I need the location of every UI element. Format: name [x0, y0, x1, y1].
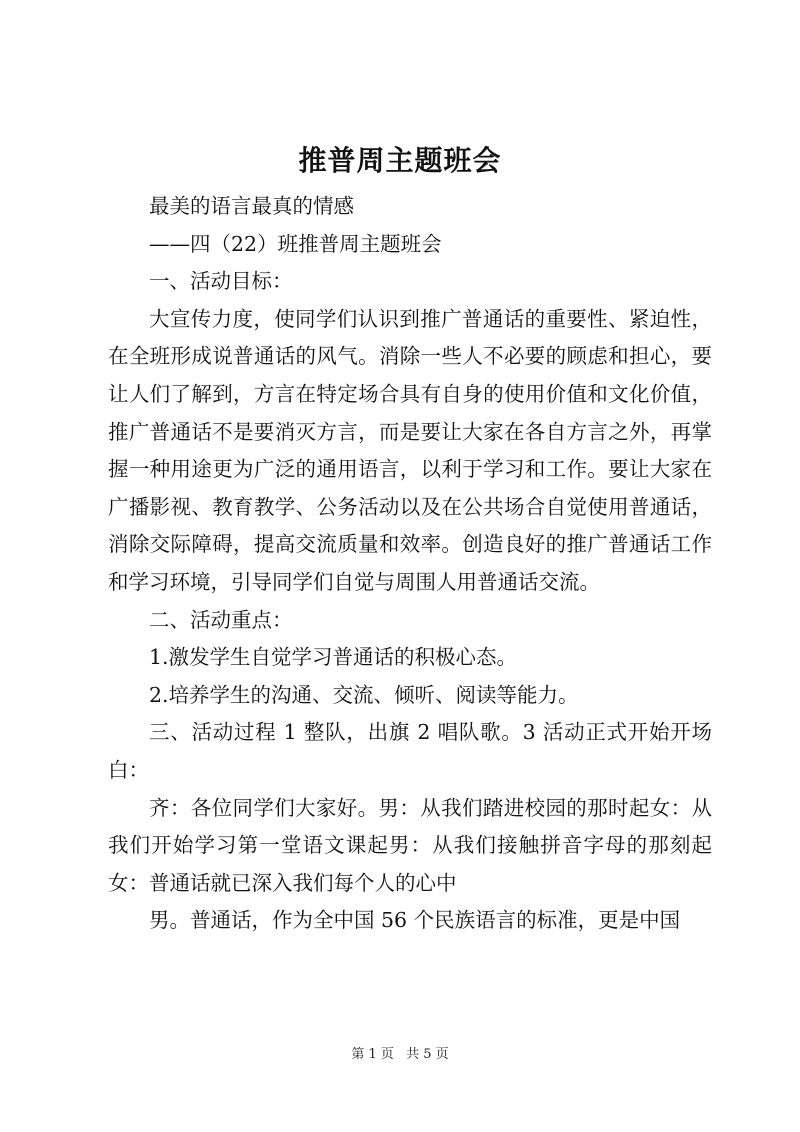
- paragraph-heading-focus: 二、活动重点：: [149, 607, 293, 632]
- page-total: 共 5 页: [406, 1047, 449, 1062]
- paragraph-heading-process: 三、活动过程 1 整队，出旗 2 唱队歌。3 活动正式开始开场白：: [108, 720, 712, 782]
- paragraph-subtitle: 最美的语言最真的情感: [149, 194, 354, 218]
- paragraph-class-line: ——四（22）班推普周主题班会: [149, 231, 442, 256]
- paragraph-focus-item-1: 1.激发学生自觉学习普通话的积极心态。: [149, 645, 518, 670]
- page-footer: [0, 1046, 800, 1064]
- document-title: 推普周主题班会: [298, 144, 502, 177]
- paragraph-opening-dialogue: 齐：各位同学们大家好。男：从我们踏进校园的那时起女：从我们开始学习第一堂语文课起男：从我们接触拼音字母的那刻起女：普通话就已深入我们每个人的心中: [108, 795, 712, 895]
- paragraph-closing-line: 男。普通话，作为全中国 56 个民族语言的标准，更是中国: [149, 908, 681, 933]
- paragraph-heading-goals: 一、活动目标：: [149, 269, 293, 294]
- page-number: 第 1 页: [351, 1047, 394, 1062]
- document-body: [108, 188, 712, 940]
- paragraph-goals-text: 大宣传力度，使同学们认识到推广普通话的重要性、紧迫性，在全班形成说普通话的风气。消除一些人不必要的顾虑和担心，要让人们了解到，方言在特定场合具有自身的使用价值和文化价值，推广普通话不是要消灭方言，而是要让大家在各自方言之外，再掌握一种用途更为广泛的通用语言，以利于学习和工作。要让大家在广播影视、教育教学、公务活动以及在公共场合自觉使用普通话，消除交际障碍，提高交流质量和效率。创造良好的推广普通话工作和学习环境，引导同学们自觉与周围人用普通话交流。: [108, 306, 712, 594]
- paragraph-focus-item-2: 2.培养学生的沟通、交流、倾听、阅读等能力。: [149, 682, 579, 707]
